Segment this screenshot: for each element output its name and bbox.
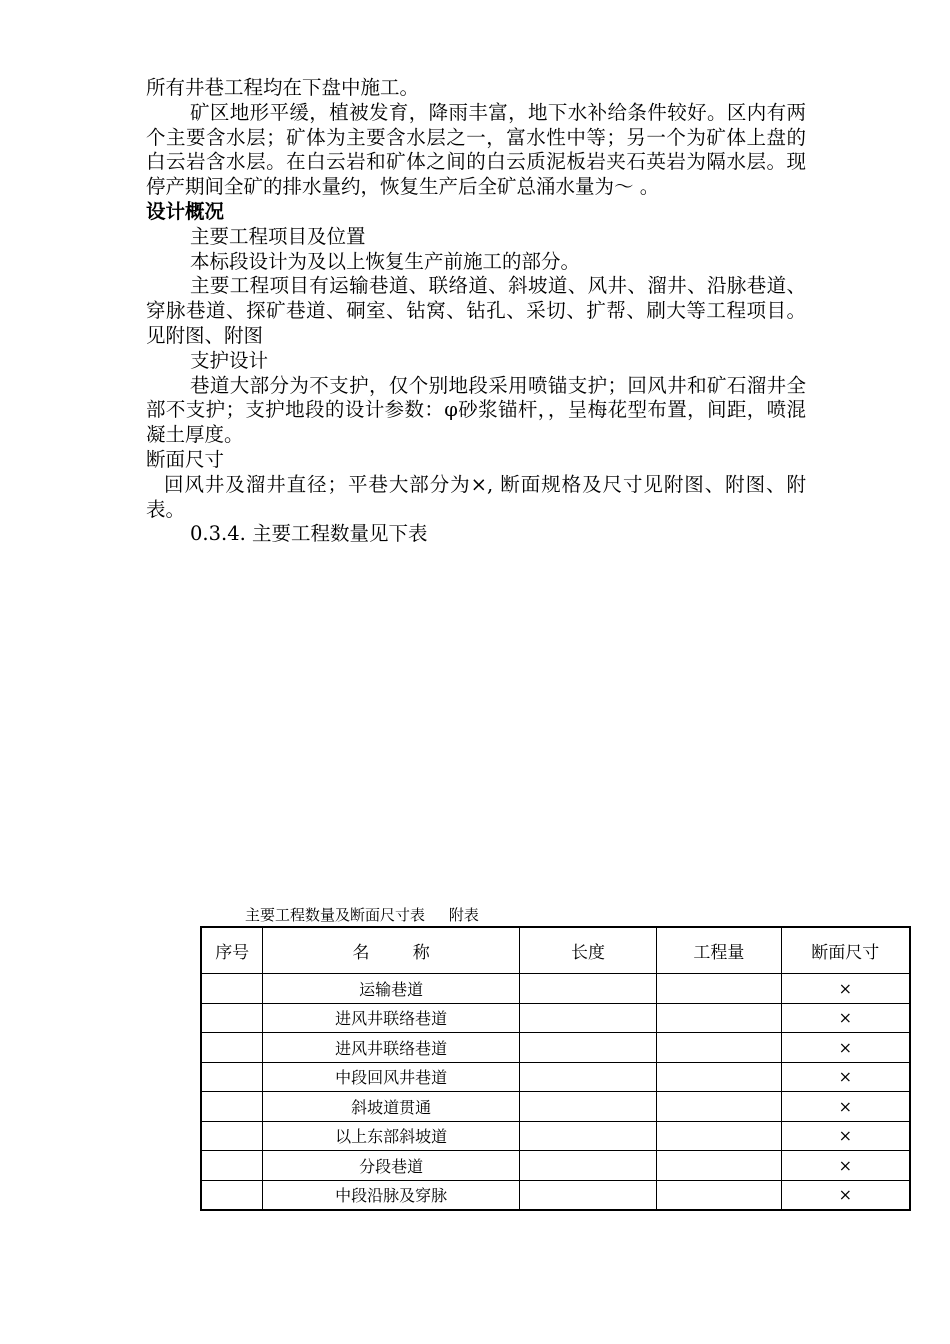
cell-seq: [201, 1003, 263, 1033]
table-row: [201, 1151, 910, 1181]
paragraph-scope: 本标段设计为及以上恢复生产前施工的部分。: [190, 249, 581, 273]
cell-name: 运输巷道: [263, 974, 519, 1004]
cell-seq: [201, 1121, 263, 1151]
cell-length: [519, 1062, 656, 1092]
cell-length: [519, 1003, 656, 1033]
subheading-quantity: 0.3.4. 主要工程数量见下表: [190, 522, 428, 546]
cell-seq: [201, 974, 263, 1004]
table-header-row: [201, 927, 910, 974]
table-row: [201, 1003, 910, 1033]
cell-section: ×: [781, 1092, 910, 1122]
cell-quantity: [657, 1121, 781, 1151]
subheading-section-size: 断面尺寸: [146, 447, 225, 471]
header-section: 断面尺寸: [781, 927, 910, 974]
cell-section: ×: [781, 1062, 910, 1092]
cell-name: 中段沿脉及穿脉: [263, 1180, 519, 1210]
paragraph-section-size: 回风井及溜井直径；平巷大部分为×, 断面规格及尺寸见附图、附图、附表。: [146, 472, 806, 521]
header-length: 长度: [519, 927, 656, 974]
cell-length: [519, 1033, 656, 1063]
cell-length: [519, 1180, 656, 1210]
cell-quantity: [657, 1092, 781, 1122]
table-row: [201, 1033, 910, 1063]
paragraph-project-list: 主要工程项目有运输巷道、联络道、斜坡道、风井、溜井、沿脉巷道、穿脉巷道、探矿巷道、硐室、钻窝、钻孔、采切、扩帮、刷大等工程项目。见附图、附图: [146, 274, 806, 347]
table-caption: 主要工程数量及断面尺寸表 附表: [245, 906, 479, 924]
cell-length: [519, 1092, 656, 1122]
cell-seq: [201, 1151, 263, 1181]
paragraph-support: 巷道大部分为不支护，仅个别地段采用喷锚支护；回风井和矿石溜井全部不支护；支护地段的设计参数：φ砂浆锚杆，，呈梅花型布置，间距，喷混凝土厚度。: [146, 373, 806, 447]
cell-section: ×: [781, 1180, 910, 1210]
cell-quantity: [657, 1151, 781, 1181]
table-row: [201, 1121, 910, 1151]
section-heading-design: 设计概况: [146, 199, 225, 223]
cell-length: [519, 974, 656, 1004]
header-quantity: 工程量: [657, 927, 781, 974]
cell-section: ×: [781, 1121, 910, 1151]
cell-section: ×: [781, 1033, 910, 1063]
cell-quantity: [657, 974, 781, 1004]
cell-section: ×: [781, 974, 910, 1004]
cell-quantity: [657, 1180, 781, 1210]
cell-name: 斜坡道贯通: [263, 1092, 519, 1122]
cell-name: 分段巷道: [263, 1151, 519, 1181]
document-body: [146, 76, 806, 547]
subheading-support-design: 支护设计: [190, 348, 269, 372]
cell-quantity: [657, 1033, 781, 1063]
cell-name: 进风井联络巷道: [263, 1003, 519, 1033]
cell-length: [519, 1121, 656, 1151]
table-row: [201, 1062, 910, 1092]
cell-section: ×: [781, 1151, 910, 1181]
cell-seq: [201, 1033, 263, 1063]
cell-name: 中段回风井巷道: [263, 1062, 519, 1092]
cell-seq: [201, 1062, 263, 1092]
paragraph-construction: 所有井巷工程均在下盘中施工。: [146, 76, 420, 99]
cell-seq: [201, 1092, 263, 1122]
cell-name: 进风井联络巷道: [263, 1033, 519, 1063]
paragraph-hydrogeology: 矿区地形平缓，植被发育，降雨丰富，地下水补给条件较好。区内有两个主要含水层；矿体为主要含水层之一，富水性中等；另一个为矿体上盘的白云岩含水层。在白云岩和矿体之间的白云质泥板岩夹石英岩为隔水层。现停产期间全矿的排水量约，恢复生产后全矿总涌水量为～ 。: [146, 100, 806, 199]
table-row: [201, 1180, 910, 1210]
header-seq: 序号: [201, 927, 263, 974]
cell-quantity: [657, 1062, 781, 1092]
quantity-table: [200, 926, 911, 1211]
header-name: 名 称: [263, 927, 519, 974]
table-row: [201, 1092, 910, 1122]
cell-seq: [201, 1180, 263, 1210]
subheading-main-projects: 主要工程项目及位置: [190, 224, 366, 248]
cell-length: [519, 1151, 656, 1181]
table-row: [201, 974, 910, 1004]
cell-quantity: [657, 1003, 781, 1033]
cell-section: ×: [781, 1003, 910, 1033]
cell-name: 以上东部斜坡道: [263, 1121, 519, 1151]
